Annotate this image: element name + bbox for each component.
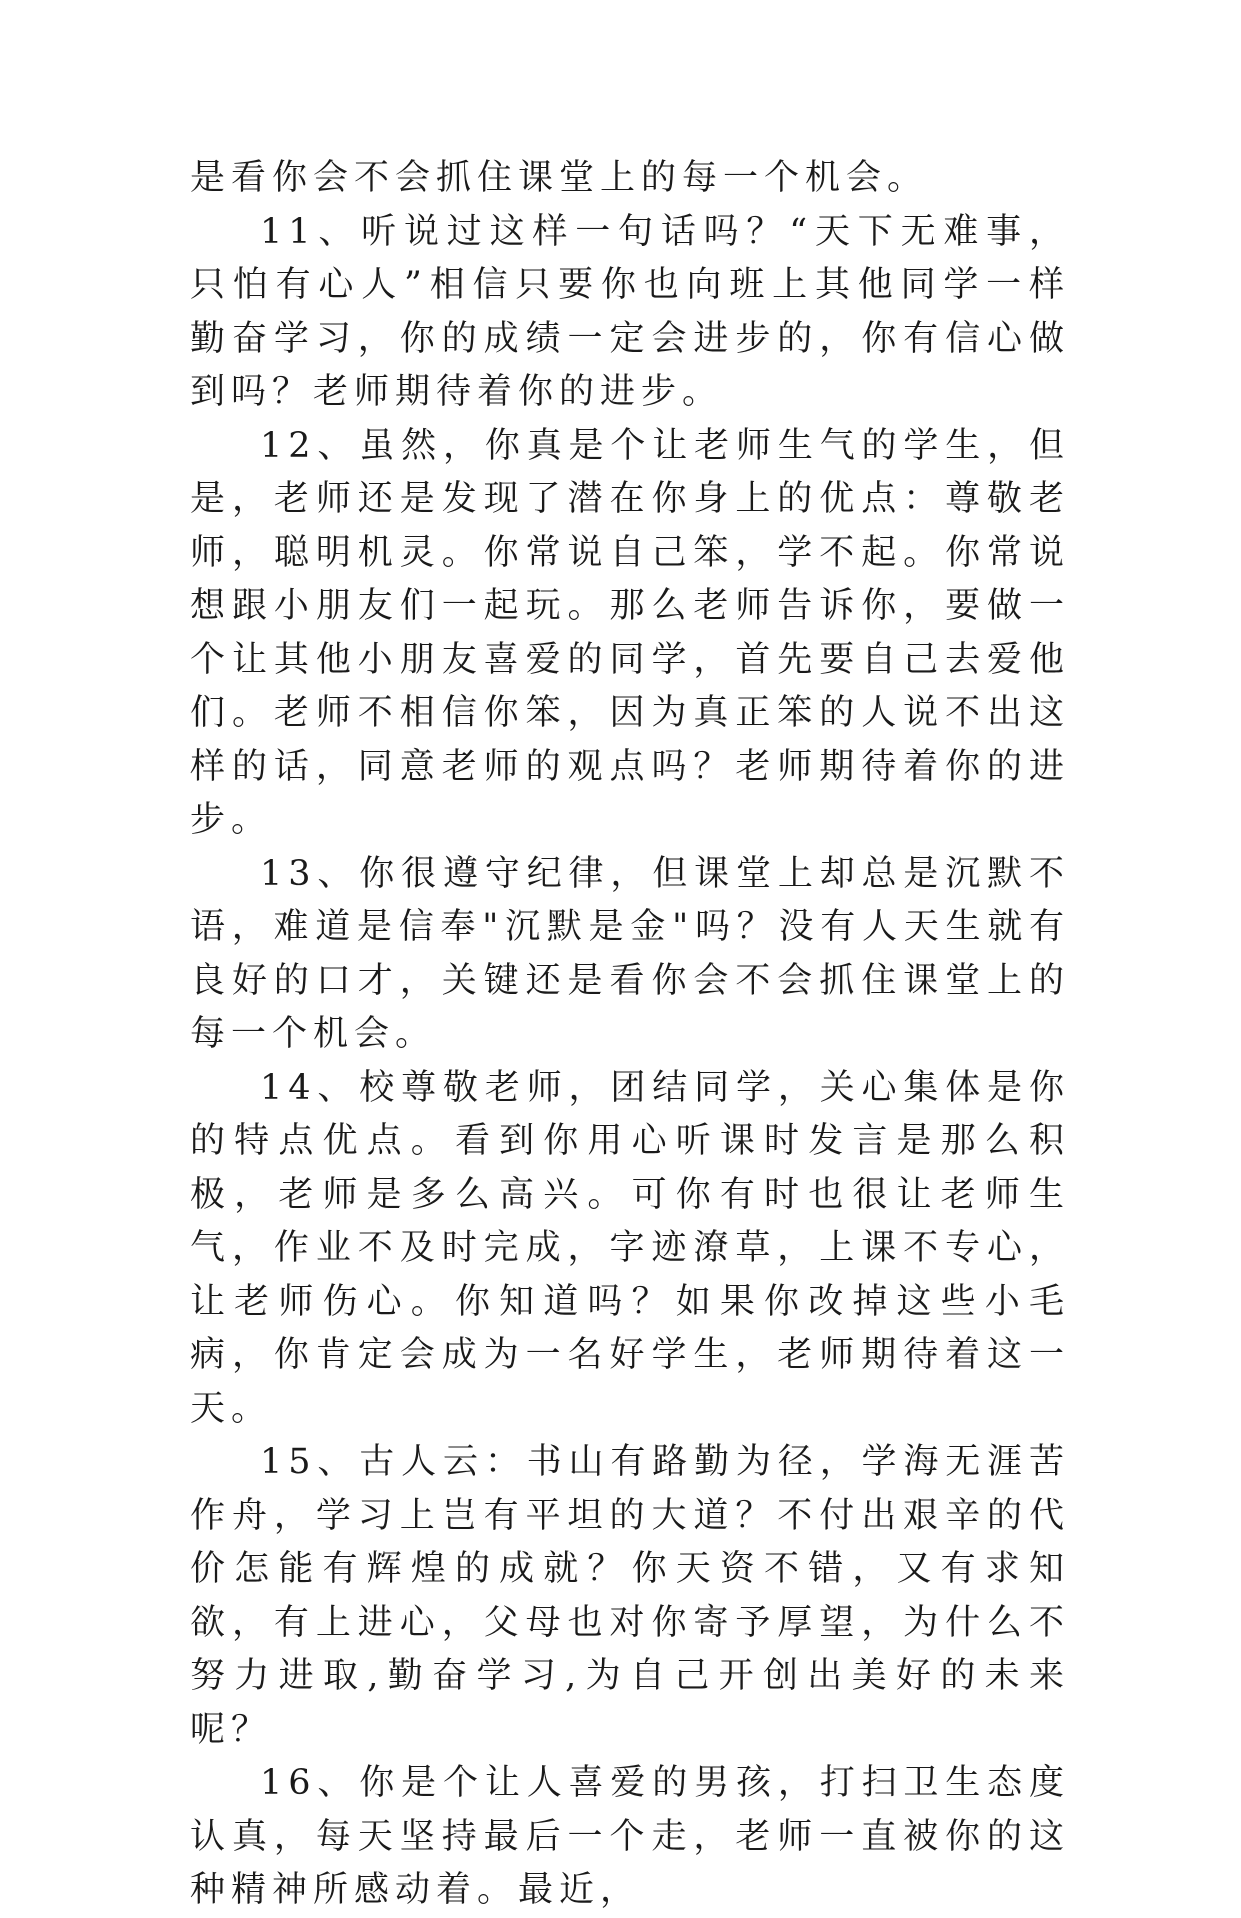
paragraph-11: 11、听说过这样一句话吗？“天下无难事，只怕有心人”相信只要你也向班上其他同学一样勤奋学习，你的成绩一定会进步的，你有信心做到吗？老师期待着你的进步。 [190, 211, 1070, 412]
paragraph-12: 12、虽然，你真是个让老师生气的学生，但是，老师还是发现了潜在你身上的优点：尊敬老师，聪明机灵。你常说自己笨，学不起。你常说想跟小朋友们一起玩。那么老师告诉你，要做一个让其他小朋友喜爱的同学，首先要自己去爱他们。老师不相信你笨，因为真正笨的人说不出这样的话，同意老师的观点吗？老师期待着你的进步。 [190, 425, 1070, 840]
paragraph-continuation: 是看你会不会抓住课堂上的每一个机会。 [190, 158, 929, 198]
paragraph-16: 16、你是个让人喜爱的男孩，打扫卫生态度认真，每天坚持最后一个走，老师一直被你的这种精神所感动着。最近， [190, 1763, 1070, 1910]
paragraph-15: 15、古人云：书山有路勤为径，学海无涯苦作舟，学习上岂有平坦的大道？不付出艰辛的代价怎能有辉煌的成就？你天资不错，又有求知欲，有上进心，父母也对你寄予厚望，为什么不努力进取,勤奋学习,为自己开创出美好的未来呢？ [190, 1442, 1070, 1750]
document-body [190, 152, 1070, 1918]
paragraph-14: 14、校尊敬老师，团结同学，关心集体是你的特点优点。看到你用心听课时发言是那么积极，老师是多么高兴。可你有时也很让老师生气，作业不及时完成，字迹潦草，上课不专心，让老师伤心。你知道吗？如果你改掉这些小毛病，你肯定会成为一名好学生，老师期待着这一天。 [190, 1067, 1070, 1429]
paragraph-13: 13、你很遵守纪律，但课堂上却总是沉默不语，难道是信奉"沉默是金"吗？没有人天生就有良好的口才，关键还是看你会不会抓住课堂上的每一个机会。 [190, 853, 1070, 1054]
